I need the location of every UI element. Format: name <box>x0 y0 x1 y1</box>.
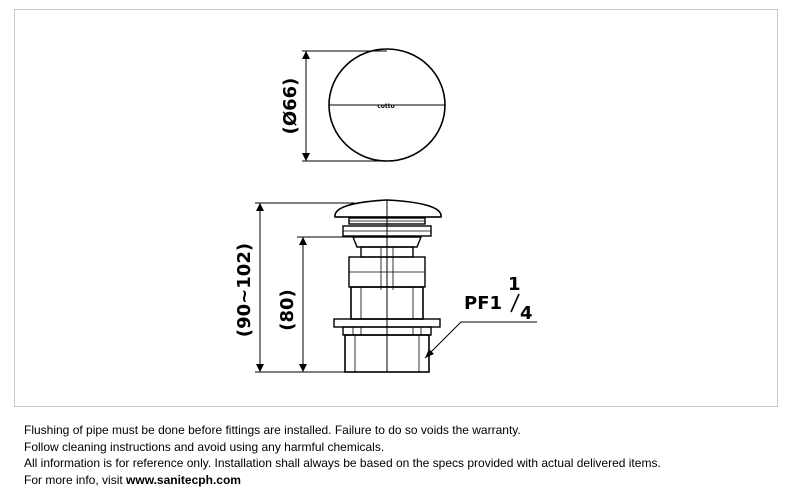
more-info-prefix: For more info, visit <box>24 472 127 487</box>
body-arrow-top <box>299 237 307 245</box>
diameter-arrow-bottom <box>302 153 310 161</box>
installation-notes <box>24 422 661 488</box>
overall-arrow-bottom <box>256 364 264 372</box>
note-reference: All information is for reference only. Installation shall always be based on the specs provided with actual delivered items. <box>24 456 661 470</box>
website-link[interactable]: www.sanitecph.com <box>126 472 241 487</box>
body-arrow-bottom <box>299 364 307 372</box>
note-more-info <box>24 472 661 489</box>
top-view-logo: cotto <box>377 103 395 110</box>
side-view <box>234 200 537 372</box>
thread-leader-line <box>425 322 537 358</box>
thread-label: PF1 <box>464 293 503 314</box>
drawing-canvas <box>15 10 779 408</box>
overall-arrow-top <box>256 203 264 211</box>
overall-height-label: (90~102) <box>234 242 255 338</box>
top-view <box>280 49 445 161</box>
thread-fraction-denominator: 4 <box>520 303 533 324</box>
diameter-arrow-top <box>302 51 310 59</box>
thread-fraction-bar <box>511 294 519 312</box>
technical-drawing <box>14 9 778 407</box>
note-flushing: Flushing of pipe must be done before fittings are installed. Failure to do so voids the warranty. <box>24 423 521 437</box>
body-height-label: (80) <box>277 289 298 331</box>
note-cleaning: Follow cleaning instructions and avoid using any harmful chemicals. <box>24 439 385 454</box>
diameter-label: (Ø66) <box>280 77 301 135</box>
thread-fraction-numerator: 1 <box>508 274 521 295</box>
